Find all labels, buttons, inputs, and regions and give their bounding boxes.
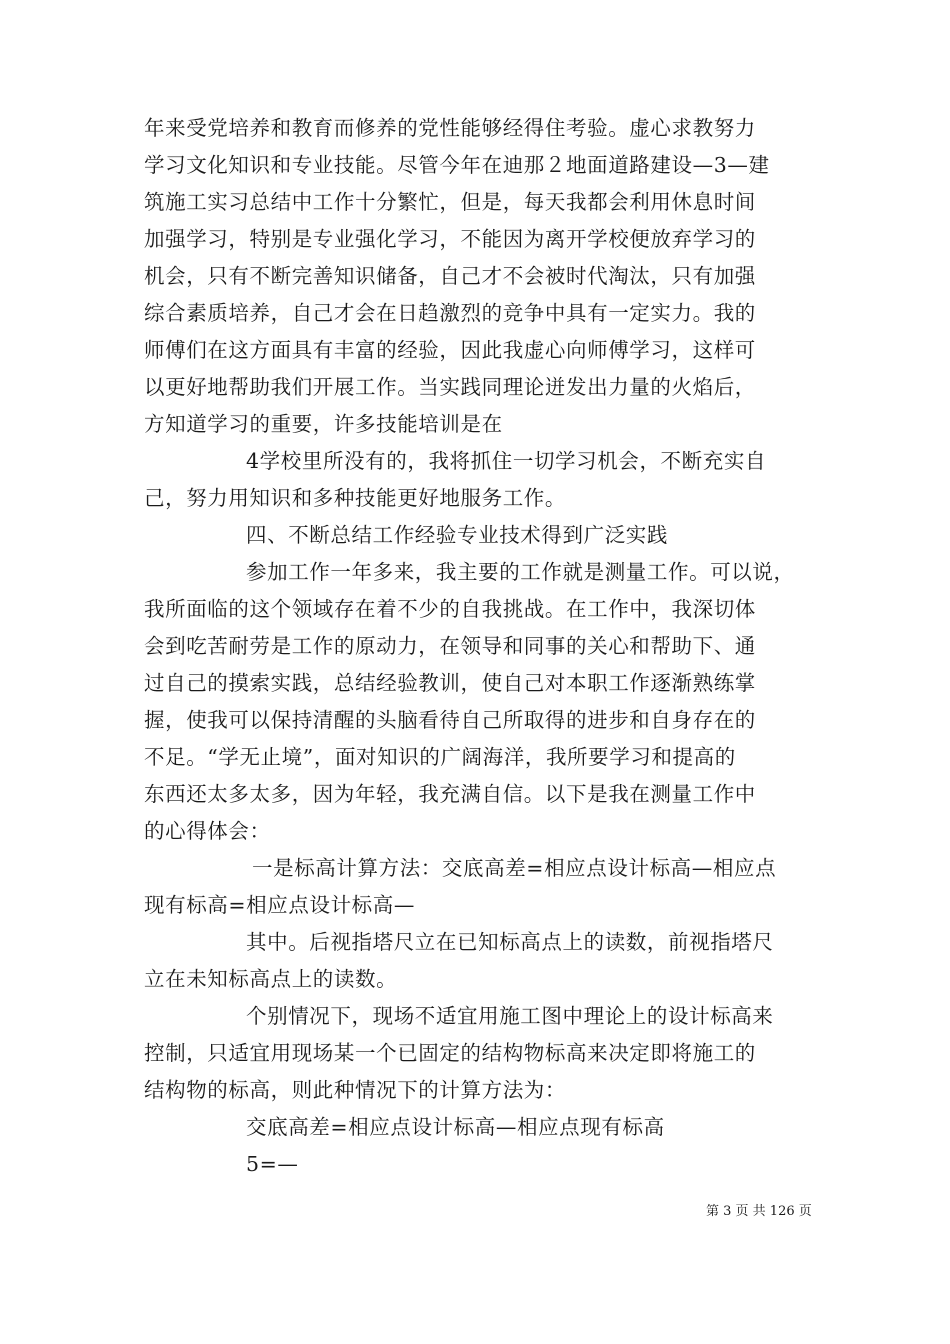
text-line: 握，使我可以保持清醒的头脑看待自己所取得的进步和自身存在的 [144,708,756,732]
page-number-footer: 第 3 页 共 126 页 [706,1204,812,1219]
text-line: 交底高差=相应点设计标高—相应点现有标高 [246,1115,665,1139]
text-line: 不足。“学无止境”，面对知识的广阔海洋，我所要学习和提高的 [144,745,736,769]
text-line: 以更好地帮助我们开展工作。当实践同理论迸发出力量的火焰后， [144,375,756,399]
text-line: 会到吃苦耐劳是工作的原动力，在领导和同事的关心和帮助下、通 [144,634,756,658]
section-heading: 四、不断总结工作经验专业技术得到广泛实践 [246,523,668,547]
text-line: 综合素质培养，自己才会在日趋激烈的竞争中具有一定实力。我的 [144,301,756,325]
text-line: 立在未知标高点上的读数。 [144,967,398,991]
text-line: 机会，只有不断完善知识储备，自己才不会被时代淘汰，只有加强 [144,264,756,288]
text-line: 方知道学习的重要，许多技能培训是在 [144,412,503,436]
text-line: 一是标高计算方法：交底高差=相应点设计标高—相应点 [252,856,777,880]
text-line: 年来受党培养和教育而修养的党性能够经得住考验。虚心求教努力 [144,116,756,140]
text-line: 东西还太多太多，因为年轻，我充满自信。以下是我在测量工作中 [144,782,756,806]
text-line: 4学校里所没有的，我将抓住一切学习机会，不断充实自 [246,449,767,473]
text-line: 参加工作一年多来，我主要的工作就是测量工作。可以说， [246,560,795,584]
text-line: 控制，只适宜用现场某一个已固定的结构物标高来决定即将施工的 [144,1041,756,1065]
text-line: 其中。后视指塔尺立在已知标高点上的读数，前视指塔尺 [246,930,774,954]
text-line: 5=— [246,1152,299,1176]
text-line: 结构物的标高，则此种情况下的计算方法为： [144,1078,566,1102]
text-line: 的心得体会： [144,819,271,843]
text-line: 学习文化知识和专业技能。尽管今年在迪那２地面道路建设—3—建 [144,153,770,177]
text-line: 个别情况下，现场不适宜用施工图中理论上的设计标高来 [246,1004,774,1028]
text-line: 筑施工实习总结中工作十分繁忙，但是，每天我都会利用休息时间 [144,190,756,214]
text-line: 师傅们在这方面具有丰富的经验，因此我虚心向师傅学习，这样可 [144,338,756,362]
text-line: 过自己的摸索实践，总结经验教训，使自己对本职工作逐渐熟练掌 [144,671,756,695]
text-line: 加强学习，特别是专业强化学习，不能因为离开学校便放弃学习的 [144,227,756,251]
text-line: 现有标高=相应点设计标高— [144,893,415,917]
text-line: 己，努力用知识和多种技能更好地服务工作。 [144,486,566,510]
text-line: 我所面临的这个领域存在着不少的自我挑战。在工作中，我深切体 [144,597,756,621]
